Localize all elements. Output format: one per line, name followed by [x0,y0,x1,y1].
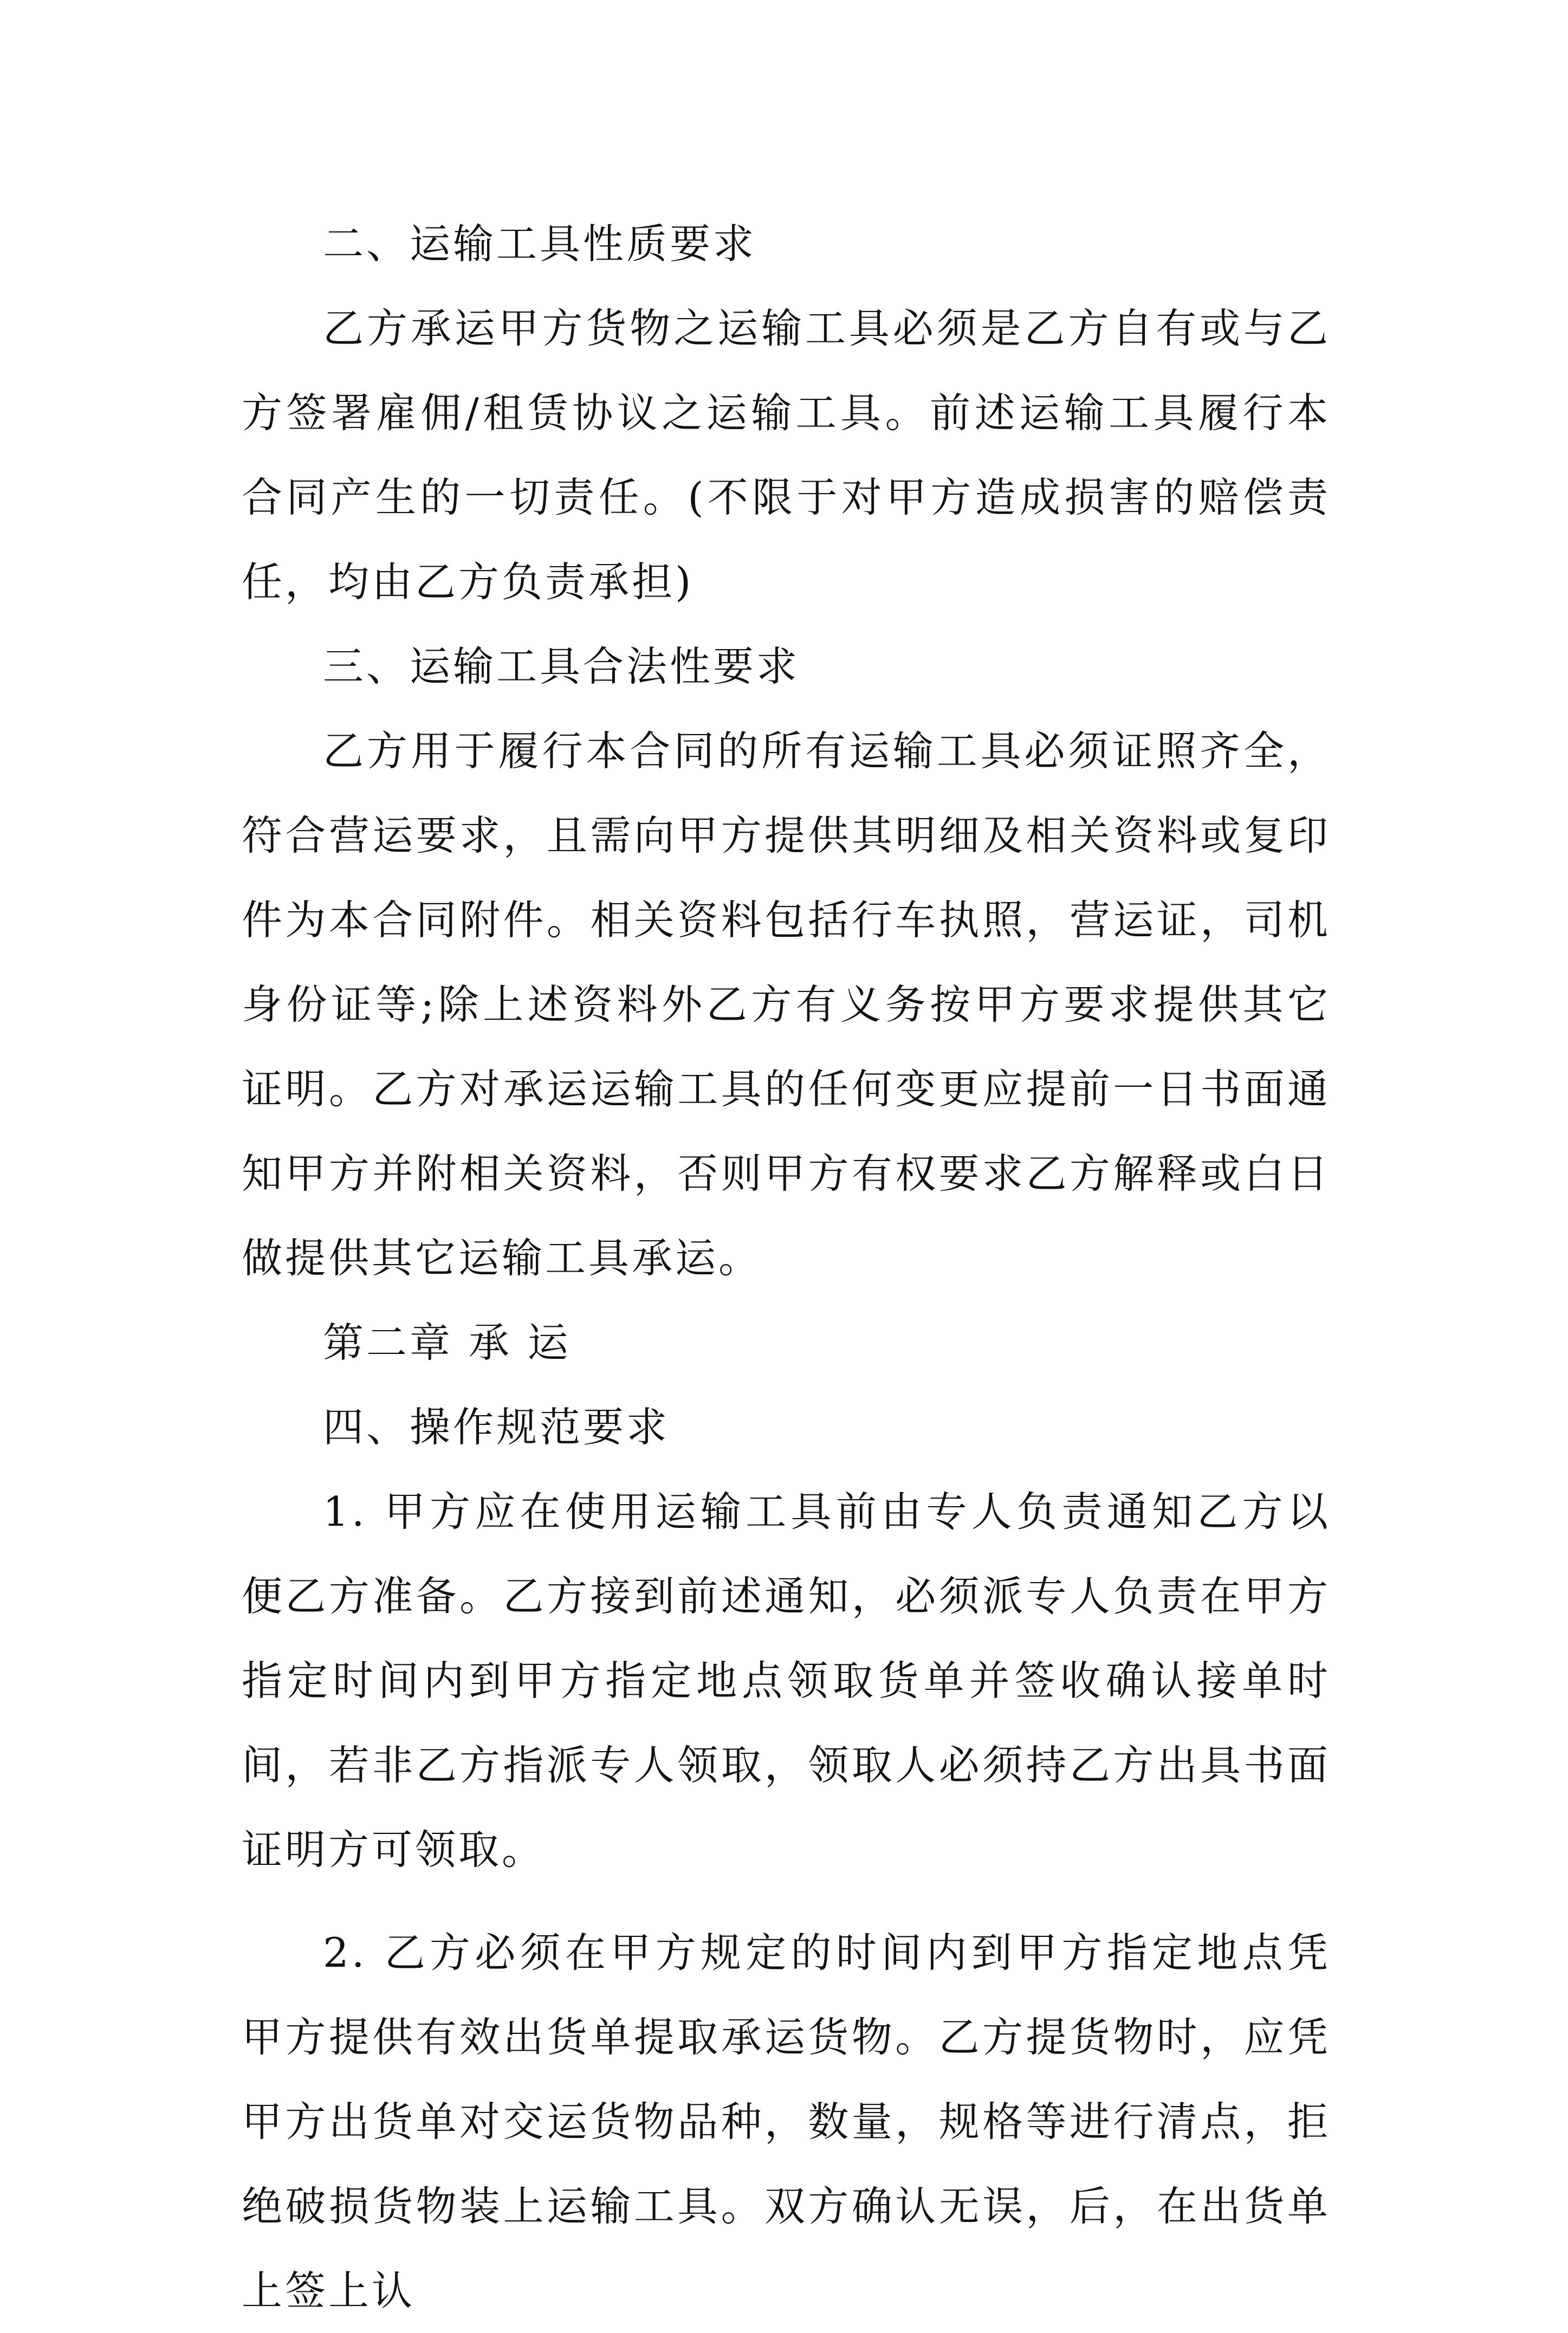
paragraph-item-1: 1. 甲方应在使用运输工具前由专人负责通知乙方以便乙方准备。乙方接到前述通知，必须派专人负责在甲方指定时间内到甲方指定地点领取货单并签收确认接单时间，若非乙方指派专人领取，领取人必须持乙方出具书面证明方可领取。 [242,1488,1331,1874]
paragraph-vehicle-nature: 乙方承运甲方货物之运输工具必须是乙方自有或与乙方签署雇佣/租赁协议之运输工具。前述运输工具履行本合同产生的一切责任。(不限于对甲方造成损害的赔偿责任，均由乙方负责承担) [242,304,1331,606]
document-body [242,202,1331,2333]
chapter-heading: 第二章 承 运 [323,1319,571,1366]
section-heading-3: 三、运输工具合法性要求 [323,643,800,690]
section-heading-2: 二、运输工具性质要求 [323,220,757,268]
section-heading-4: 四、操作规范要求 [323,1403,670,1451]
paragraph-vehicle-legality: 乙方用于履行本合同的所有运输工具必须证照齐全，符合营运要求，且需向甲方提供其明细及相关资料或复印件为本合同附件。相关资料包括行车执照，营运证，司机身份证等;除上述资料外乙方有义务按甲方要求提供其它证明。乙方对承运运输工具的任何变更应提前一日书面通知甲方并附相关资料，否则甲方有权要求乙方解释或白日做提供其它运输工具承运。 [242,727,1331,1282]
paragraph-item-2: 2. 乙方必须在甲方规定的时间内到甲方指定地点凭甲方提供有效出货单提取承运货物。乙方提货物时，应凭甲方出货单对交运货物品种，数量，规格等进行清点，拒绝破损货物装上运输工具。双方确认无误，后，在出货单上签上认 [242,1929,1331,2315]
